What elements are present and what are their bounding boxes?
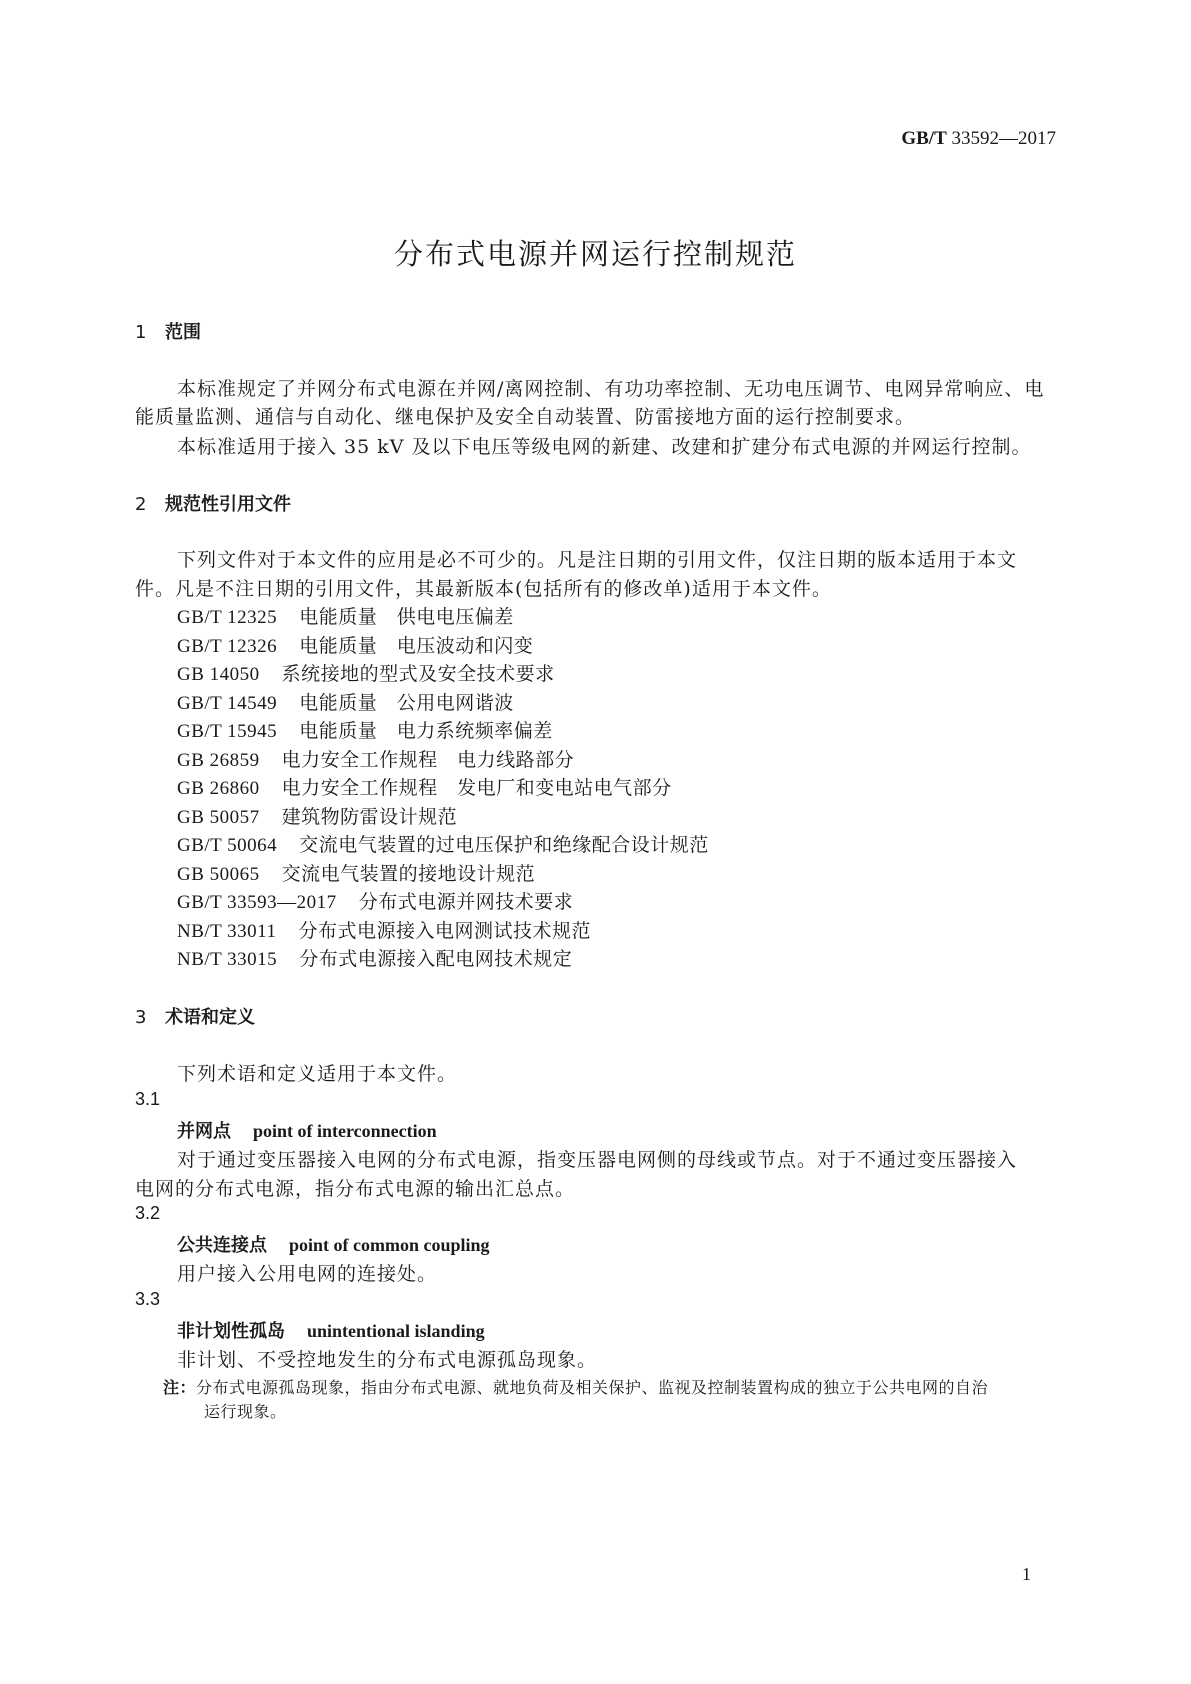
reference-item: GB/T 50064 交流电气装置的过电压保护和绝缘配合设计规范 [177, 834, 709, 856]
section-number: 3 [135, 1007, 147, 1028]
term-heading [177, 1117, 437, 1143]
section-3-heading [135, 1003, 255, 1029]
term-heading [177, 1317, 485, 1343]
document-title: 分布式电源并网运行控制规范 [393, 237, 797, 271]
section-title: 规范性引用文件 [165, 494, 291, 515]
references-intro-line-2: 件。凡是不注日期的引用文件，其最新版本(包括所有的修改单)适用于本文件。 [135, 578, 832, 600]
reference-item: GB/T 12326 电能质量 电压波动和闪变 [177, 635, 534, 657]
term-number: 3.3 [135, 1289, 161, 1309]
reference-item: GB/T 14549 电能质量 公用电网谐波 [177, 692, 514, 714]
term-zh: 非计划性孤岛 [177, 1321, 285, 1342]
section-1-heading [135, 318, 201, 344]
reference-item: GB/T 15945 电能质量 电力系统频率偏差 [177, 720, 553, 742]
reference-item: GB 26860 电力安全工作规程 发电厂和变电站电气部分 [177, 777, 672, 799]
section-title: 范围 [165, 322, 201, 343]
reference-item: NB/T 33015 分布式电源接入配电网技术规定 [177, 948, 573, 970]
page-number: 1 [1022, 1564, 1031, 1584]
terms-intro: 下列术语和定义适用于本文件。 [177, 1063, 458, 1085]
note-line-1: 分布式电源孤岛现象，指由分布式电源、就地负荷及相关保护、监视及控制装置构成的独立于公共电网的自治 [196, 1378, 989, 1397]
standard-number: 33592—2017 [951, 128, 1056, 149]
reference-item: GB 50057 建筑物防雷设计规范 [177, 806, 458, 828]
scope-paragraph-2: 本标准适用于接入 35 kV 及以下电压等级电网的新建、改建和扩建分布式电源的并网运行控制。 [177, 436, 1032, 458]
term-definition-line-2: 电网的分布式电源，指分布式电源的输出汇总点。 [135, 1178, 576, 1200]
term-en: unintentional islanding [307, 1321, 485, 1341]
term-zh: 并网点 [177, 1121, 231, 1142]
references-intro-line-1: 下列文件对于本文件的应用是必不可少的。凡是注日期的引用文件，仅注日期的版本适用于本文 [177, 549, 1018, 571]
standard-prefix: GB/T [901, 128, 947, 149]
reference-item: GB/T 12325 电能质量 供电电压偏差 [177, 606, 514, 628]
term-zh: 公共连接点 [177, 1235, 267, 1256]
section-2-heading [135, 490, 291, 516]
term-note [163, 1375, 988, 1398]
reference-item: GB 50065 交流电气装置的接地设计规范 [177, 863, 536, 885]
reference-item: GB 14050 系统接地的型式及安全技术要求 [177, 663, 555, 685]
term-definition-line-1: 用户接入公用电网的连接处。 [177, 1263, 438, 1285]
note-label: 注： [163, 1378, 197, 1397]
term-heading [177, 1231, 490, 1257]
term-number: 3.2 [135, 1203, 161, 1223]
scope-paragraph-line-1: 本标准规定了并网分布式电源在并网/离网控制、有功功率控制、无功电压调节、电网异常响应、电 [177, 378, 1045, 400]
standard-code [901, 128, 1056, 150]
reference-item: NB/T 33011 分布式电源接入电网测试技术规范 [177, 920, 591, 942]
term-en: point of interconnection [253, 1121, 437, 1141]
term-definition-line-1: 对于通过变压器接入电网的分布式电源，指变压器电网侧的母线或节点。对于不通过变压器接入 [177, 1149, 1018, 1171]
note-line-2: 运行现象。 [204, 1402, 287, 1421]
reference-item: GB 26859 电力安全工作规程 电力线路部分 [177, 749, 575, 771]
section-title: 术语和定义 [165, 1007, 255, 1028]
scope-paragraph-line-2: 能质量监测、通信与自动化、继电保护及安全自动装置、防雷接地方面的运行控制要求。 [135, 406, 916, 428]
section-number: 2 [135, 494, 147, 515]
term-definition-line-1: 非计划、不受控地发生的分布式电源孤岛现象。 [177, 1349, 598, 1371]
term-number: 3.1 [135, 1089, 161, 1109]
reference-item: GB/T 33593—2017 分布式电源并网技术要求 [177, 891, 574, 913]
section-number: 1 [135, 322, 147, 343]
term-en: point of common coupling [289, 1235, 490, 1255]
